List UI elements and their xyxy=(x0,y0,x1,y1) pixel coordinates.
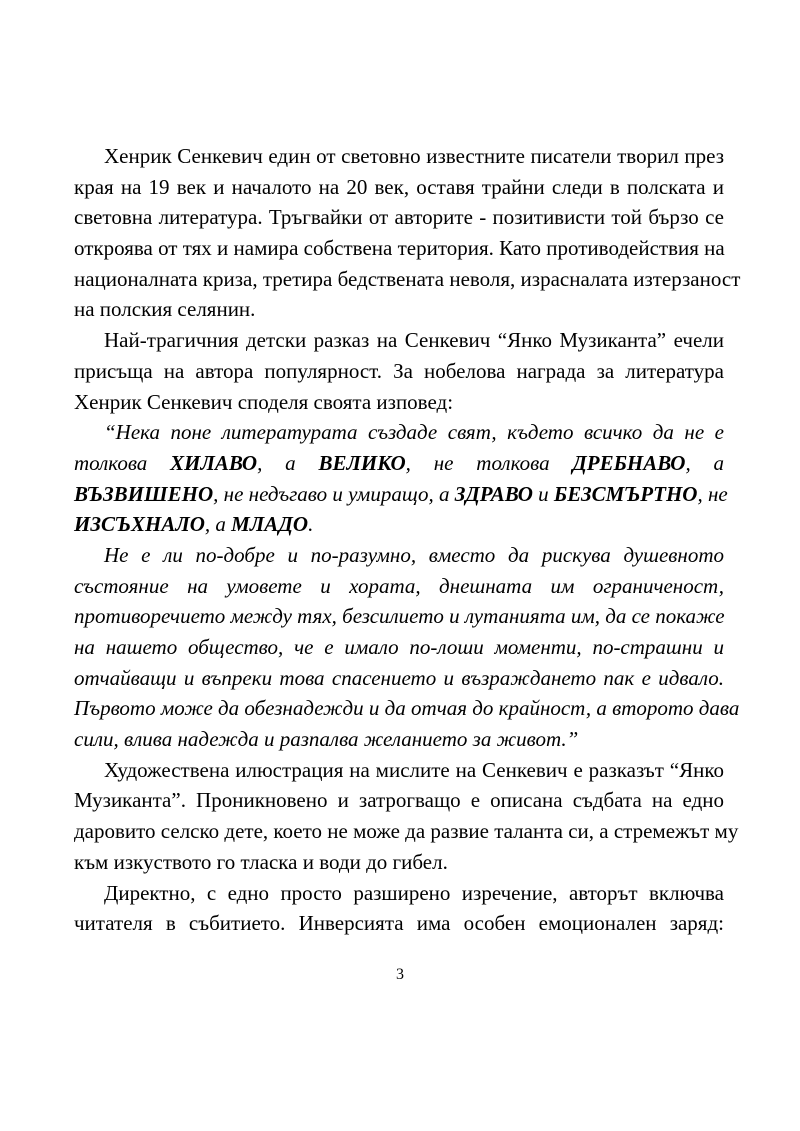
page-number: 3 xyxy=(396,966,404,983)
text-line: към изкуството го тласка и води до гибел. xyxy=(74,849,448,874)
text-line xyxy=(74,479,728,510)
text-line: на нашето общество, че е имало по-лоши моменти, по-страшни и xyxy=(74,635,724,659)
text-line: “Нека поне литературата създаде свят, където всичко да не е xyxy=(104,420,724,445)
emphasis-word: МЛАДО xyxy=(231,512,309,537)
emphasis-word: ЗДРАВО xyxy=(454,481,533,506)
emphasis-word: БЕЗСМЪРТНО xyxy=(553,481,698,506)
paragraph xyxy=(74,878,724,939)
text-run: , а xyxy=(685,450,725,475)
text-run: , не недъгаво и умиращо, а xyxy=(213,481,455,506)
text-line: Художествена илюстрация на мислите на Сенкевич е разказът “Янко xyxy=(104,757,724,782)
text-line: световна литература. Тръгвайки от авторите - позитивисти той бързо се xyxy=(74,205,724,230)
quote-paragraph xyxy=(74,417,728,540)
text-line: откроява от тях и намира собствена територия. Като противодействия на xyxy=(74,236,725,261)
text-run: , а xyxy=(257,450,319,475)
text-line: Не е ли по-добре и по-разумно, вместо да рискува душевното xyxy=(104,542,724,567)
text-line: края на 19 век и началото на 20 век, оставя трайни следи в полската и xyxy=(74,174,724,199)
text-line xyxy=(74,509,724,540)
text-run: , не xyxy=(697,481,728,506)
paragraph xyxy=(74,141,741,325)
text-line: сили, влива надежда и разпалва желанието за живот.” xyxy=(74,727,579,752)
text-line: Хенрик Сенкевич споделя своята изповед: xyxy=(74,389,454,414)
emphasis-word: ХИЛАВО xyxy=(170,450,258,475)
text-line: на полския селянин. xyxy=(74,297,256,322)
text-line: националната криза, третира бедствената неволя, израсналата изтерзаност xyxy=(74,266,741,291)
emphasis-word: ДРЕБНАВО xyxy=(572,450,686,475)
text-line: Хенрик Сенкевич един от световно известните писатели творил през xyxy=(104,144,724,168)
text-line: отчайващи и въпреки това спасението и възраждането пак е идвало. xyxy=(74,665,724,690)
text-line: състояние на умовете и хората, днешната им ограниченост, xyxy=(74,573,724,598)
emphasis-word: ИЗСЪХНАЛО xyxy=(74,512,205,537)
emphasis-word: ВЪЗВИШЕНО xyxy=(74,481,214,506)
quote-paragraph xyxy=(74,540,740,755)
text-run: и xyxy=(532,481,554,506)
body-text xyxy=(74,141,741,939)
text-line: читателя в събитието. Инверсията има особен емоционален заряд: xyxy=(74,911,724,936)
text-line: Директно, с едно просто разширено изречение, авторът включва xyxy=(104,880,724,905)
text-line: присъща на автора популярност. За нобелова награда за литература xyxy=(74,358,724,383)
paragraph xyxy=(74,755,739,878)
text-line: Музиканта”. Проникновено и затрогващо е описана съдбата на едно xyxy=(74,788,724,813)
text-line xyxy=(74,448,724,479)
text-line: противоречието между тях, безсилието и лутанията им, да се покаже xyxy=(74,604,725,629)
text-run: , а xyxy=(204,512,232,537)
text-line: даровито селско дете, което не може да развие таланта си, а стремежът му xyxy=(74,819,739,844)
emphasis-word: ВЕЛИКО xyxy=(318,450,406,475)
text-run: . xyxy=(308,512,314,537)
text-run: толкова xyxy=(74,450,171,475)
text-line: Първото може да обезнадежди и да отчая до крайност, а второто дава xyxy=(74,696,740,721)
text-run: , не толкова xyxy=(405,450,573,475)
text-line: Най-трагичния детски разказ на Сенкевич “Янко Музиканта” ечели xyxy=(104,328,724,353)
paragraph xyxy=(74,325,724,417)
